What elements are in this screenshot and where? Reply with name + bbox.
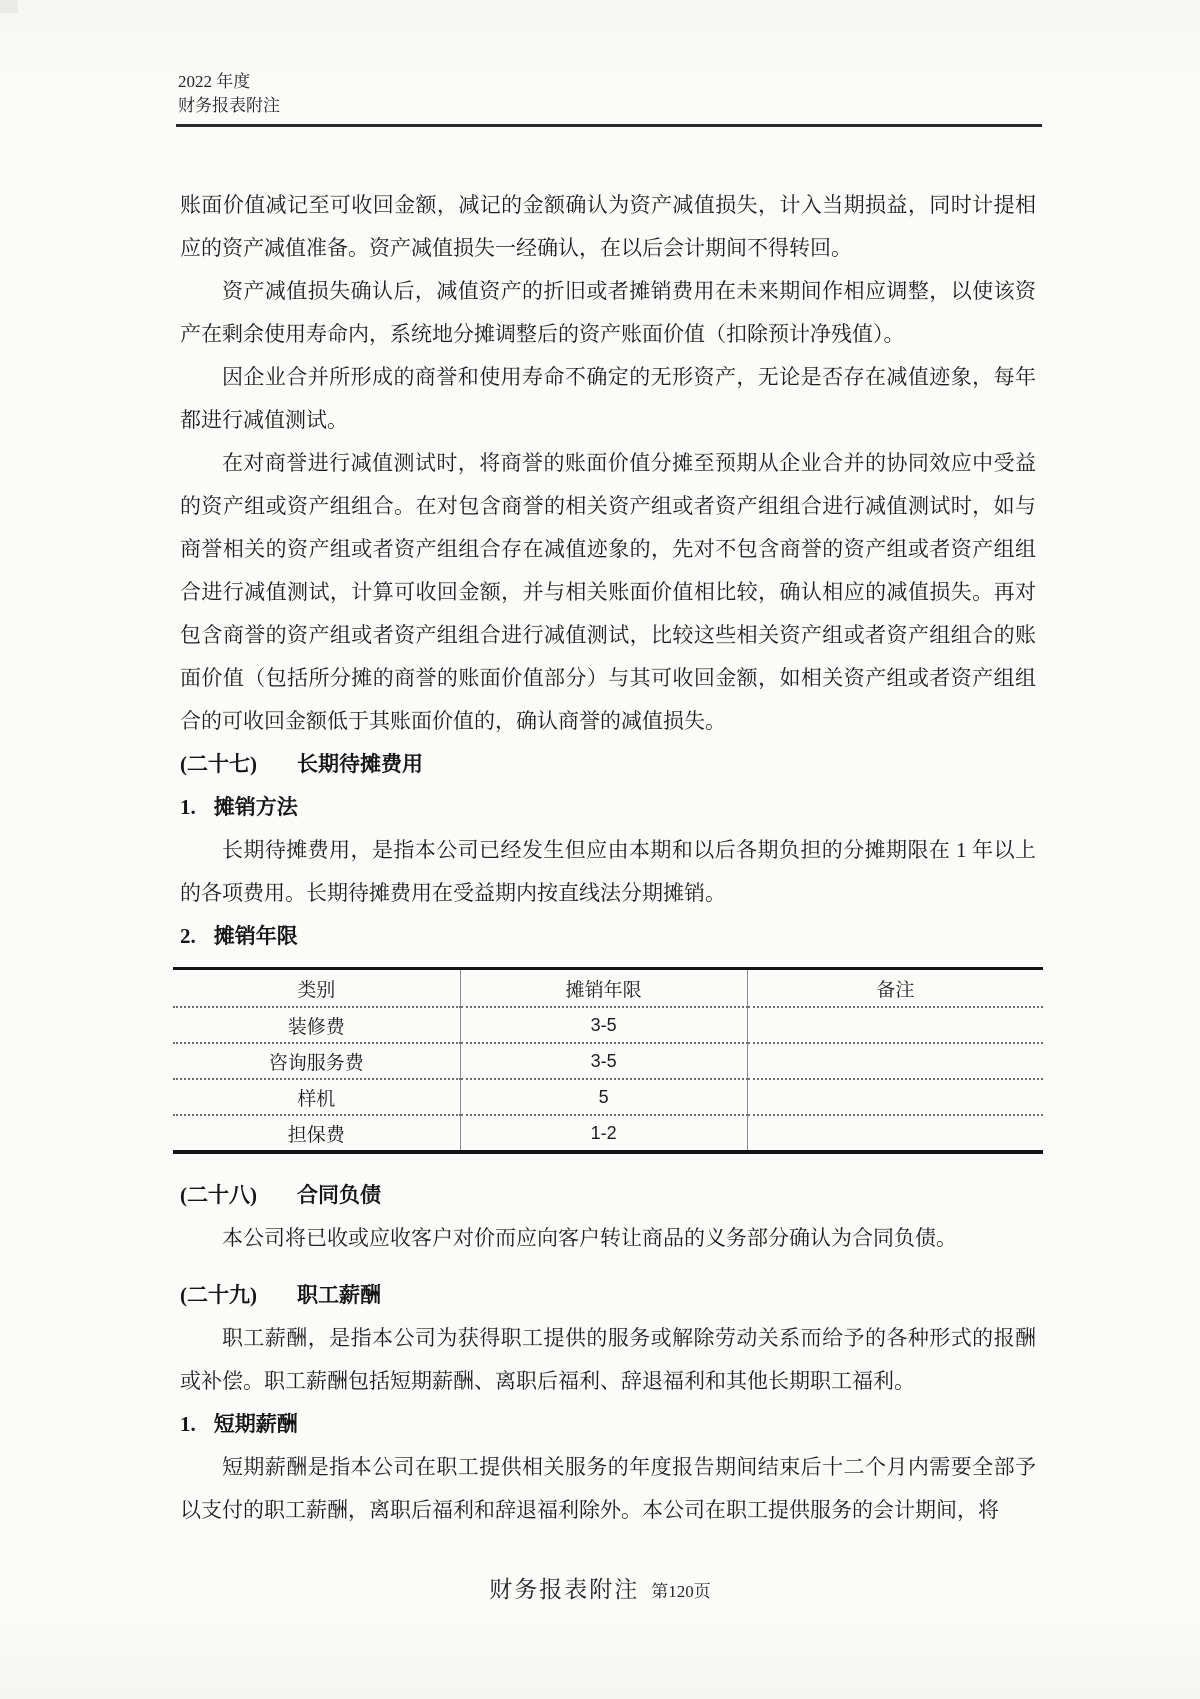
paragraph-carryover: 账面价值减记至可收回金额，减记的金额确认为资产减值损失，计入当期损益，同时计提相应的资产减值准备。资产减值损失一经确认，在以后会计期间不得转回。 bbox=[180, 193, 1036, 260]
cell-period: 5 bbox=[460, 1079, 747, 1115]
footer-title: 财务报表附注 bbox=[489, 1577, 640, 1602]
cell-category: 担保费 bbox=[173, 1115, 460, 1152]
paragraph-lt-deferred-definition: 长期待摊费用，是指本公司已经发生但应由本期和以后各期负担的分摊期限在 1 年以上的各项费用。长期待摊费用在受益期内按直线法分期摊销。 bbox=[180, 838, 1036, 905]
table-header-row bbox=[173, 969, 1043, 1008]
section-27-title: 长期待摊费用 bbox=[297, 752, 423, 776]
document-body bbox=[180, 184, 1036, 1532]
item-29-1-number: 1. bbox=[180, 1412, 196, 1436]
cell-remark bbox=[747, 1115, 1043, 1152]
section-28-title: 合同负债 bbox=[297, 1183, 381, 1207]
table-header-remark: 备注 bbox=[747, 969, 1043, 1008]
header-year: 2022 年度 bbox=[178, 72, 251, 91]
footer-page-number: 第120页 bbox=[651, 1582, 711, 1601]
item-27-1-number: 1. bbox=[180, 795, 196, 819]
cell-remark bbox=[747, 1079, 1043, 1115]
item-27-1-title: 摊销方法 bbox=[213, 795, 298, 819]
section-heading-29 bbox=[180, 1274, 1036, 1317]
amortization-table-wrap bbox=[173, 967, 1043, 1154]
paragraph-contract-liability: 本公司将已收或应收客户对价而应向客户转让商品的义务部分确认为合同负债。 bbox=[222, 1226, 957, 1250]
cell-period: 3-5 bbox=[460, 1007, 747, 1043]
cell-period: 1-2 bbox=[460, 1115, 747, 1152]
item-27-2-title: 摊销年限 bbox=[213, 924, 298, 948]
paragraph-employee-compensation: 职工薪酬，是指本公司为获得职工提供的服务或解除劳动关系而给予的各种形式的报酬或补偿。职工薪酬包括短期薪酬、离职后福利、辞退福利和其他长期职工福利。 bbox=[180, 1326, 1036, 1393]
section-heading-27 bbox=[180, 743, 1036, 786]
item-29-1-title: 短期薪酬 bbox=[213, 1412, 298, 1436]
table-header-category: 类别 bbox=[297, 979, 336, 1001]
cell-remark bbox=[747, 1043, 1043, 1079]
table-row-prototype bbox=[173, 1079, 1043, 1115]
section-27-number: (二十七) bbox=[180, 752, 257, 776]
amortization-table bbox=[173, 967, 1043, 1154]
table-row-renovation bbox=[173, 1007, 1043, 1043]
table-header-amortization-period: 摊销年限 bbox=[460, 969, 747, 1008]
cell-category: 样机 bbox=[173, 1079, 460, 1115]
paragraph-impairment-adjustment: 资产减值损失确认后，减值资产的折旧或者摊销费用在未来期间作相应调整，以使该资产在剩余使用寿命内，系统地分摊调整后的资产账面价值（扣除预计净残值）。 bbox=[180, 279, 1036, 346]
header-divider bbox=[176, 124, 1042, 127]
cell-remark bbox=[747, 1007, 1043, 1043]
table-row-consulting bbox=[173, 1043, 1043, 1079]
item-heading-27-2 bbox=[180, 915, 1036, 958]
cell-period: 3-5 bbox=[460, 1043, 747, 1079]
cell-category: 咨询服务费 bbox=[173, 1043, 460, 1079]
table-row-guarantee bbox=[173, 1115, 1043, 1152]
cell-category: 装修费 bbox=[173, 1007, 460, 1043]
paragraph-goodwill-test-detail: 在对商誉进行减值测试时，将商誉的账面价值分摊至预期从企业合并的协同效应中受益的资产组或资产组组合。在对包含商誉的相关资产组或者资产组组合进行减值测试时，如与商誉相关的资产组或者资产组组合存在减值迹象的，先对不包含商誉的资产组或者资产组组合进行减值测试，计算可收回金额，并与相关账面价值相比较，确认相应的减值损失。再对包含商誉的资产组或者资产组组合进行减值测试，比较这些相关资产组或者资产组组合的账面价值（包括所分摊的商誉的账面价值部分）与其可收回金额，如相关资产组或者资产组组合的可收回金额低于其账面价值的，确认商誉的减值损失。 bbox=[180, 451, 1036, 733]
running-header bbox=[178, 70, 1042, 118]
item-heading-29-1 bbox=[180, 1403, 1036, 1446]
item-27-2-number: 2. bbox=[180, 924, 196, 948]
paragraph-goodwill-annual-test: 因企业合并所形成的商誉和使用寿命不确定的无形资产，无论是否存在减值迹象，每年都进行减值测试。 bbox=[180, 365, 1036, 432]
section-28-number: (二十八) bbox=[180, 1183, 257, 1207]
section-29-number: (二十九) bbox=[180, 1283, 257, 1307]
section-heading-28 bbox=[180, 1174, 1036, 1217]
page-footer bbox=[0, 1574, 1200, 1609]
item-heading-27-1 bbox=[180, 786, 1036, 829]
paragraph-short-term-compensation: 短期薪酬是指本公司在职工提供相关服务的年度报告期间结束后十二个月内需要全部予以支付的职工薪酬，离职后福利和辞退福利除外。本公司在职工提供服务的会计期间，将 bbox=[180, 1455, 1036, 1522]
header-title: 财务报表附注 bbox=[178, 96, 280, 115]
section-29-title: 职工薪酬 bbox=[297, 1283, 381, 1307]
scan-corner-artifact bbox=[0, 0, 18, 13]
